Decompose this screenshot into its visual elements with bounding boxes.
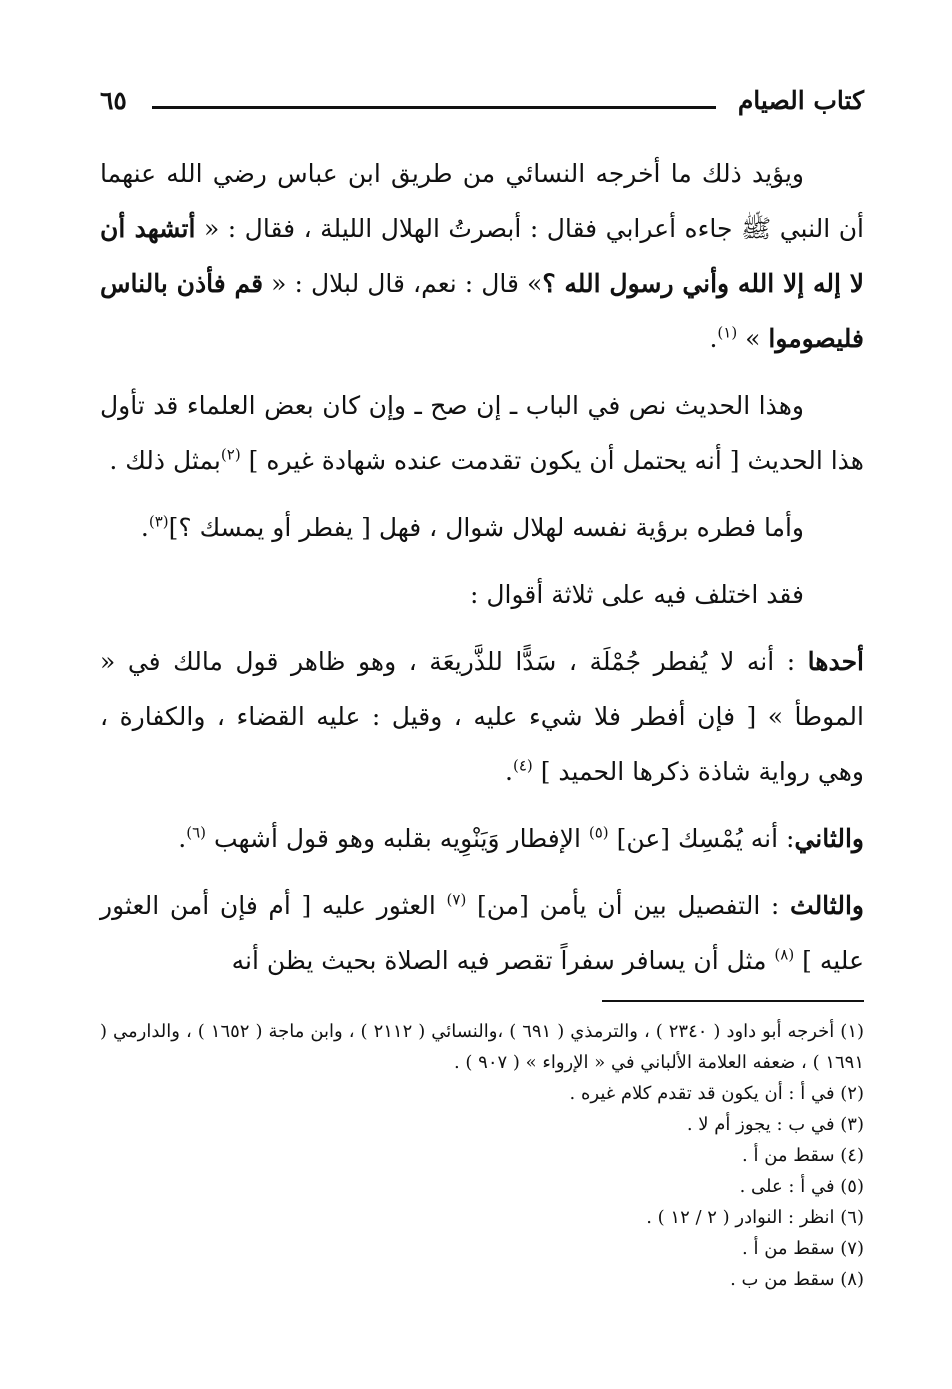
text-run: مثل أن يسافر سفراً تقصر فيه الصلاة بحيث يظن أنه bbox=[231, 946, 775, 975]
opinion-label: والثاني bbox=[794, 824, 864, 853]
paragraph-5 bbox=[100, 634, 864, 799]
header-rule bbox=[152, 106, 716, 109]
running-header bbox=[100, 82, 864, 122]
hadith-text: قم فأذن بالناس فليصوموا bbox=[100, 269, 864, 353]
opinion-label: أحدها bbox=[807, 647, 864, 676]
footnote-ref: (٤) bbox=[512, 756, 533, 775]
paragraph-6 bbox=[100, 811, 864, 866]
body-text bbox=[100, 146, 864, 1000]
footnote-ref: (٢) bbox=[220, 445, 241, 464]
text-run: . bbox=[505, 757, 513, 786]
paragraph-7 bbox=[100, 878, 864, 988]
hadith-text: أتشهد أن لا إله إلا الله وأني رسول الله ؟ bbox=[100, 214, 864, 298]
text-run: بمثل ذلك . bbox=[109, 446, 221, 475]
footnote-ref: (٥) bbox=[588, 823, 609, 842]
opinion-label: والثالث bbox=[790, 891, 864, 920]
footnote: (٨) سقط من ب . bbox=[730, 1269, 864, 1290]
paragraph-1 bbox=[100, 146, 864, 366]
footnote-ref: (١) bbox=[717, 323, 738, 342]
paragraph-2 bbox=[100, 378, 864, 488]
text-run: » قال : نعم، قال لبلال : « bbox=[263, 269, 543, 298]
text-run: وأما فطره برؤية نفسه لهلال شوال ، فهل [ يفطر أو يمسك ؟] bbox=[168, 513, 804, 542]
text-run: . bbox=[140, 513, 149, 542]
chapter-title: كتاب الصيام bbox=[737, 86, 864, 115]
footnote-ref: (٧) bbox=[446, 890, 467, 909]
text-run: العثور عليه [ أم فإن أمن العثور عليه ] bbox=[100, 891, 864, 975]
text-run: : أنه يُمْسِك [عن] bbox=[608, 824, 795, 853]
footnote: (٥) في أ : على . bbox=[739, 1176, 864, 1197]
text-run: ويؤيد ذلك ما أخرجه النسائي من طريق ابن عباس رضي الله عنهما أن النبي ﷺ جاءه أعرابي فقال : أبصرتُ الهلال الليلة ، فقال : « bbox=[100, 159, 864, 243]
footnote: (١) أخرجه أبو داود ( ٢٣٤٠ ) ، والترمذي ( ٦٩١ ) ،والنسائي ( ٢١١٢ ) ، وابن ماجة ( ١٦٥٢ ) ، والدارمي ( ١٦٩١ ) ، ضعفه العلامة الألباني في « الإرواء » ( ٩٠٧ ) . bbox=[100, 1021, 865, 1073]
paragraph-3 bbox=[100, 500, 864, 555]
text-run: . bbox=[178, 824, 187, 853]
footnote-ref: (٣) bbox=[148, 512, 169, 531]
paragraph-4 bbox=[100, 567, 864, 622]
page-number: ٦٥ bbox=[100, 86, 127, 115]
footnote: (٢) في أ : أن يكون قد تقدم كلام غيره . bbox=[569, 1083, 864, 1104]
footnote-separator bbox=[602, 1000, 864, 1002]
text-run: . bbox=[709, 324, 718, 353]
text-run: » bbox=[737, 324, 769, 353]
text-run: وهذا الحديث نص في الباب ـ إن صح ـ وإن كان بعض العلماء قد تأول هذا الحديث [ أنه يحتمل أن يكون تقدمت عنده شهادة غيره ] bbox=[100, 391, 864, 475]
text-run: : أنه لا يُفطر جُمْلَة ، سَدًّا للذَّريعَة ، وهو ظاهر قول مالك في « الموطأ » [ فإن أفطر فلا شيء عليه ، وقيل : عليه القضاء ، والكفارة ، وهي رواية شاذة ذكرها الحميد ] bbox=[100, 647, 864, 786]
footnote: (٤) سقط من أ . bbox=[742, 1145, 864, 1166]
footnote: (٣) في ب : يجوز أم لا . bbox=[686, 1114, 864, 1135]
text-run: فقد اختلف فيه على ثلاثة أقوال : bbox=[469, 580, 804, 609]
footnotes bbox=[100, 1016, 864, 1295]
text-run: الإفطار وَيَنْوِيه بقلبه وهو قول أشهب bbox=[206, 824, 589, 853]
footnote: (٦) انظر : النوادر ( ٢ / ١٢ ) . bbox=[646, 1207, 864, 1228]
footnote: (٧) سقط من أ . bbox=[742, 1238, 864, 1259]
footnote-ref: (٨) bbox=[774, 945, 795, 964]
footnote-ref: (٦) bbox=[186, 823, 207, 842]
text-run: : التفصيل بين أن يأمن [من] bbox=[466, 891, 791, 920]
